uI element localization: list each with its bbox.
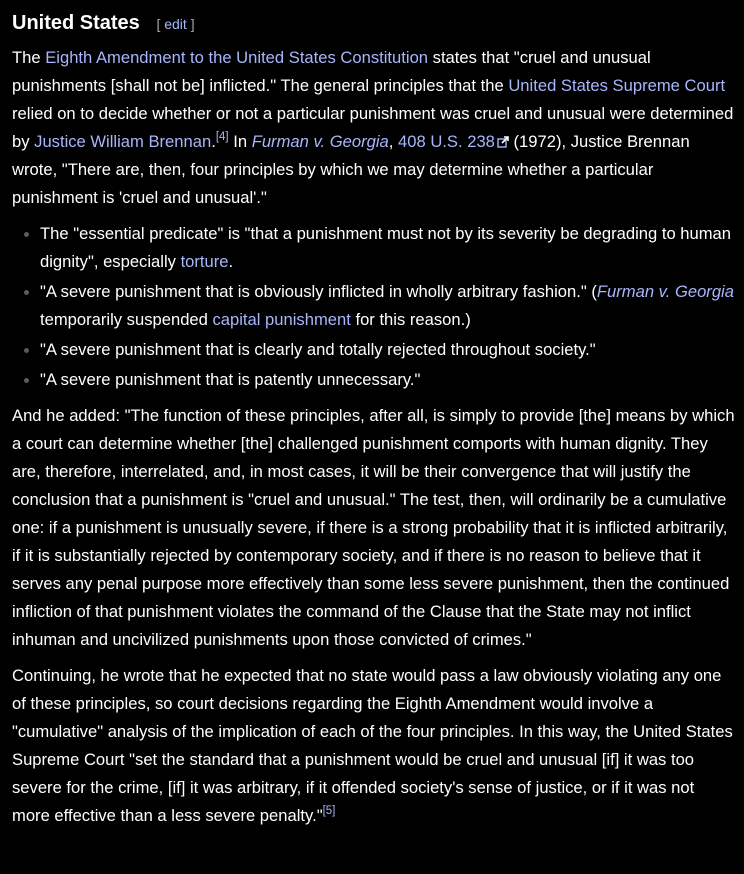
bullet-icon: [24, 290, 29, 295]
bullet-icon: [24, 232, 29, 237]
paragraph-quote: And he added: "The function of these principles, after all, is simply to provide [the] means by which a court can determine whether [the] challenged punishment comports with human dignity. They are, therefore, interrelated, and, in most cases, it will be their convergence that will justify the conclusion that a punishment is "cruel and unusual." The test, then, will ordinarily be a cumulative one: if a punishment is unusually severe, if there is a strong probability that it is inflicted arbitrarily, if it is substantially rejected by contemporary society, and if there is no reason to believe that it serves any penal purpose more effectively than some less severe punishment, then the continued infliction of that punishment violates the command of the Clause that the State may not inflict inhuman and uncivilized punishments upon those convicted of crimes.": [12, 406, 735, 649]
list-item-text: The "essential predicate" is "that a punishment must not by its severity be degrading to human dignity", especially: [40, 224, 732, 271]
link-capital-punishment[interactable]: capital punishment: [212, 310, 351, 329]
list-item: [40, 336, 736, 364]
list-item: [40, 220, 736, 276]
paragraph-intro: [12, 44, 736, 212]
link-supreme-court[interactable]: United States Supreme Court: [508, 76, 726, 95]
text: states that "cruel and unusual punishments [shall not be] inflicted." The general principles that the: [12, 48, 651, 95]
list-item-text: "A severe punishment that is obviously inflicted in wholly arbitrary fashion." (: [40, 282, 597, 301]
link-eighth-amendment[interactable]: Eighth Amendment to the United States Constitution: [45, 48, 429, 67]
section-title: United States: [12, 12, 140, 34]
list-item-text: "A severe punishment that is clearly and totally rejected throughout society.": [40, 340, 596, 359]
text: Continuing, he wrote that he expected that no state would pass a law obviously violating any one of these principles, so court decisions regarding the Eighth Amendment would involve a "cumulative" analysis of the implication of each of the four principles. In this way, the United States Supreme Court "set the standard that a punishment would be cruel and unusual [if] it was too severe for the crime, [if] it was arbitrary, if it offended society's sense of justice, or if it was not more effective than a less severe penalty.": [12, 666, 733, 825]
list-item: [40, 366, 736, 394]
list-item-text: temporarily suspended: [40, 310, 213, 329]
bullet-icon: [24, 348, 29, 353]
text: relied on to decide whether or not a particular punishment was cruel and unusual were determined by: [12, 104, 734, 151]
list-item-text: for this reason.): [350, 310, 471, 329]
principles-list: [12, 220, 736, 394]
link-torture[interactable]: torture: [180, 252, 229, 271]
edit-bracket-open: [: [156, 16, 161, 32]
text: .: [211, 132, 216, 151]
link-furman-v-georgia[interactable]: Furman v. Georgia: [596, 282, 734, 301]
edit-link[interactable]: edit: [164, 16, 187, 32]
reference-5[interactable]: [5]: [322, 805, 336, 817]
reference-4[interactable]: [4]: [215, 131, 229, 143]
text: ,: [388, 132, 399, 151]
list-item: [40, 278, 736, 334]
text: The: [12, 48, 46, 67]
external-link-icon: [497, 136, 509, 148]
paragraph-continuing: [12, 662, 736, 830]
section-heading: [12, 8, 736, 38]
link-justice-brennan[interactable]: Justice William Brennan: [34, 132, 212, 151]
bullet-icon: [24, 378, 29, 383]
edit-section: [156, 16, 194, 32]
link-furman-v-georgia[interactable]: Furman v. Georgia: [251, 132, 389, 151]
list-item-text: "A severe punishment that is patently unnecessary.": [40, 370, 421, 389]
text: (1972), Justice Brennan wrote, "There are, then, four principles by which we may determine whether a particular punishment is 'cruel and unusual'.": [12, 132, 690, 207]
edit-bracket-close: ]: [190, 16, 195, 32]
text: In: [228, 132, 252, 151]
link-408-us-238-label: 408 U.S. 238: [398, 132, 495, 151]
link-408-us-238[interactable]: [398, 132, 509, 151]
list-item-text: .: [228, 252, 234, 271]
